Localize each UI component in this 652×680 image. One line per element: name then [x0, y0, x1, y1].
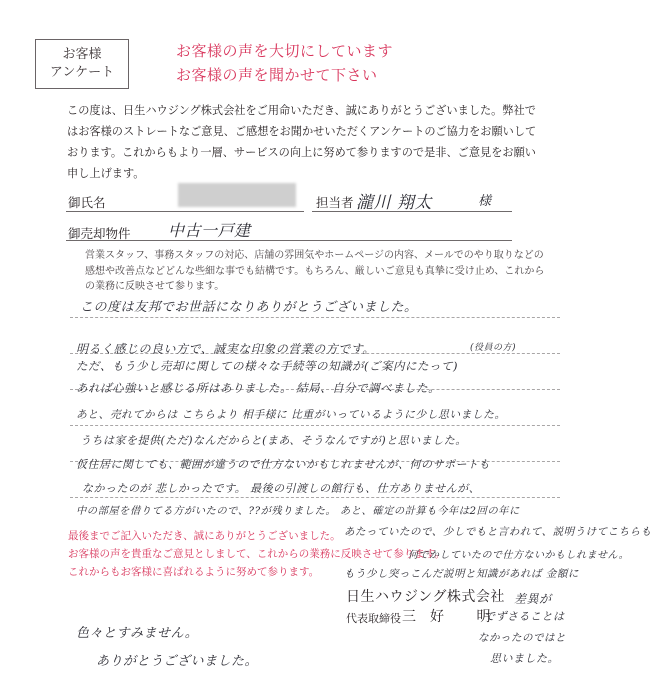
comment-line-5: あと、売れてからは こちらより 相手様に 比重がいっているように少し思いました。: [76, 408, 506, 421]
name-label: 御氏名: [68, 195, 106, 210]
comment-line-11: 何でかしていたので仕方ないかもしれません。: [408, 550, 630, 561]
thanks-line-1: 最後までご記入いただき、誠にありがとうございました。: [68, 530, 341, 542]
badge-line-2: アンケート: [49, 65, 115, 80]
survey-badge: [35, 39, 129, 89]
comment-line-1: この度は友邦でお世話になりありがとうございました。: [80, 300, 418, 315]
closing-line-1: 色々とすみません。: [76, 626, 199, 641]
instruction-note: 営業スタッフ、事務スタッフの対応、店舗の雰囲気やホームページの内容、メールでのやり取りなどの感想や改善点などどんな些細な事でも結構です。もちろん、厳しいご意見も真摯に受け止め、これからの業務に反映させて参ります。: [85, 250, 545, 292]
staff-suffix: 様: [478, 194, 492, 209]
headline-1: お客様の声を大切にしています: [176, 42, 394, 60]
closing-line-2: ありがとうございました。: [96, 654, 259, 669]
ruled-line: [70, 425, 560, 426]
margin-note-4: 思いました。: [490, 652, 559, 665]
headline-2: お客様の声を聞かせて下さい: [176, 66, 378, 84]
intro-text: この度は、日生ハウジング株式会社をご用命いただき、誠にありがとうございました。弊社ではお客様のストレートなご意見、ご感想をお聞かせいただくアンケートのご協力をお願いしております。これからもより一層、サービスの向上に努めて参りますので是非、ご意見をお願い申し上げます。: [67, 104, 537, 180]
thanks-line-2: お客様の声を貴重なご意見としまして、これからの業務に反映させて参ります。: [68, 548, 445, 560]
name-underline: [66, 211, 304, 212]
comment-line-12: もう少し突っこんだ説明と知識があれば 金額に: [344, 568, 579, 580]
comment-aside-1: (役員の方): [470, 343, 517, 353]
thanks-line-3: これからもお客様に喜ばれるように努めて参ります。: [68, 566, 320, 578]
comment-line-10: あたっていたので、少しでもと言われて、説明うけてこちらも: [344, 526, 652, 538]
property-label: 御売却物件: [68, 226, 131, 241]
ruled-line: [70, 317, 560, 318]
margin-note-1: 差異が: [514, 592, 552, 606]
ruled-line: [70, 497, 560, 498]
staff-label: 担当者: [316, 195, 354, 210]
company-name: 日生ハウジング株式会社: [346, 589, 505, 605]
comment-line-2: 明るく感じの良い方で、誠実な印象の営業の方です。: [76, 342, 375, 356]
comment-line-9: 中の部屋を借りてる方がいたので、??が残りました。 あと、確定の計算も今年は2回の年に: [76, 505, 520, 517]
staff-underline: [312, 211, 512, 212]
margin-note-2: でずさることは: [484, 610, 565, 623]
badge-line-1: お客様: [62, 47, 102, 62]
comment-line-7: 仮住居に関しても、範囲が違うので仕方ないかもしれませんが、何のサポートも: [76, 458, 490, 471]
staff-name: 瀧川 翔太: [356, 193, 432, 213]
redacted-name: [178, 183, 296, 207]
representative-name: 三好 明: [402, 609, 505, 625]
representative-title: 代表取締役: [346, 612, 401, 625]
property-value: 中古一戸建: [168, 221, 251, 240]
comment-line-6: うちは家を提供(ただ)なんだからと(まあ、そうなんですが)と思いました。: [80, 434, 467, 447]
comment-line-3: ただ、もう少し売却に関しての様々な手続等の知識が(ご案内にたって): [76, 359, 458, 373]
property-underline: [66, 240, 512, 241]
comment-line-8: なかったのが 悲しかったです。 最後の引渡しの館行も、仕方ありませんが、: [82, 482, 481, 495]
comment-line-4: あれば心強いと感じる所はありました。 結局、自分で調べました。: [76, 381, 441, 395]
margin-note-3: なかったのではと: [478, 632, 566, 644]
